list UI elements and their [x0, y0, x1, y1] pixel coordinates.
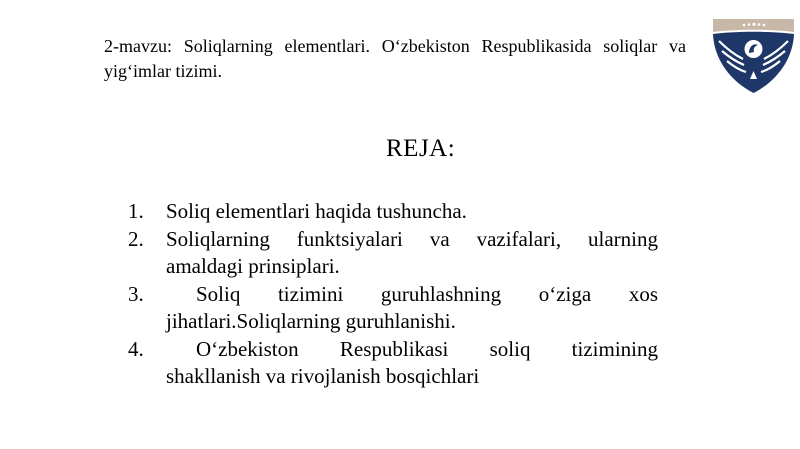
plan-item-text: shakllanish va rivojlanish bosqichlari — [166, 364, 480, 388]
plan-item-1 — [120, 198, 658, 226]
plan-item-text: Soliq tizimini guruhlashning o‘ziga xos — [196, 281, 658, 306]
plan-item-text: O‘zbekiston Respublikasi soliq tizimining — [196, 336, 658, 361]
plan-list — [120, 198, 658, 391]
plan-item-text: Soliqlarning funktsiyalari va vazifalari, ularning — [166, 226, 658, 251]
plan-item-number: 3. — [128, 281, 144, 306]
plan-item-3 — [120, 281, 658, 336]
plan-item-number: 1. — [128, 199, 144, 223]
topic-title: 2-mavzu: Soliqlarning elementlari. O‘zbekiston Respublikasida soliqlar va yig‘imlar tizimi. — [104, 36, 686, 81]
plan-item-text: Soliq elementlari haqida tushuncha. — [166, 199, 467, 223]
plan-item-4 — [120, 336, 658, 391]
university-eagle-emblem-icon — [713, 19, 794, 94]
plan-item-number: 2. — [128, 226, 144, 251]
plan-heading: REJA: — [386, 135, 456, 162]
plan-item-text: amaldagi prinsiplari. — [166, 254, 340, 278]
plan-item-text: jihatlari.Soliqlarning guruhlanishi. — [166, 309, 456, 333]
plan-item-2 — [120, 226, 658, 281]
plan-item-number: 4. — [128, 336, 144, 361]
